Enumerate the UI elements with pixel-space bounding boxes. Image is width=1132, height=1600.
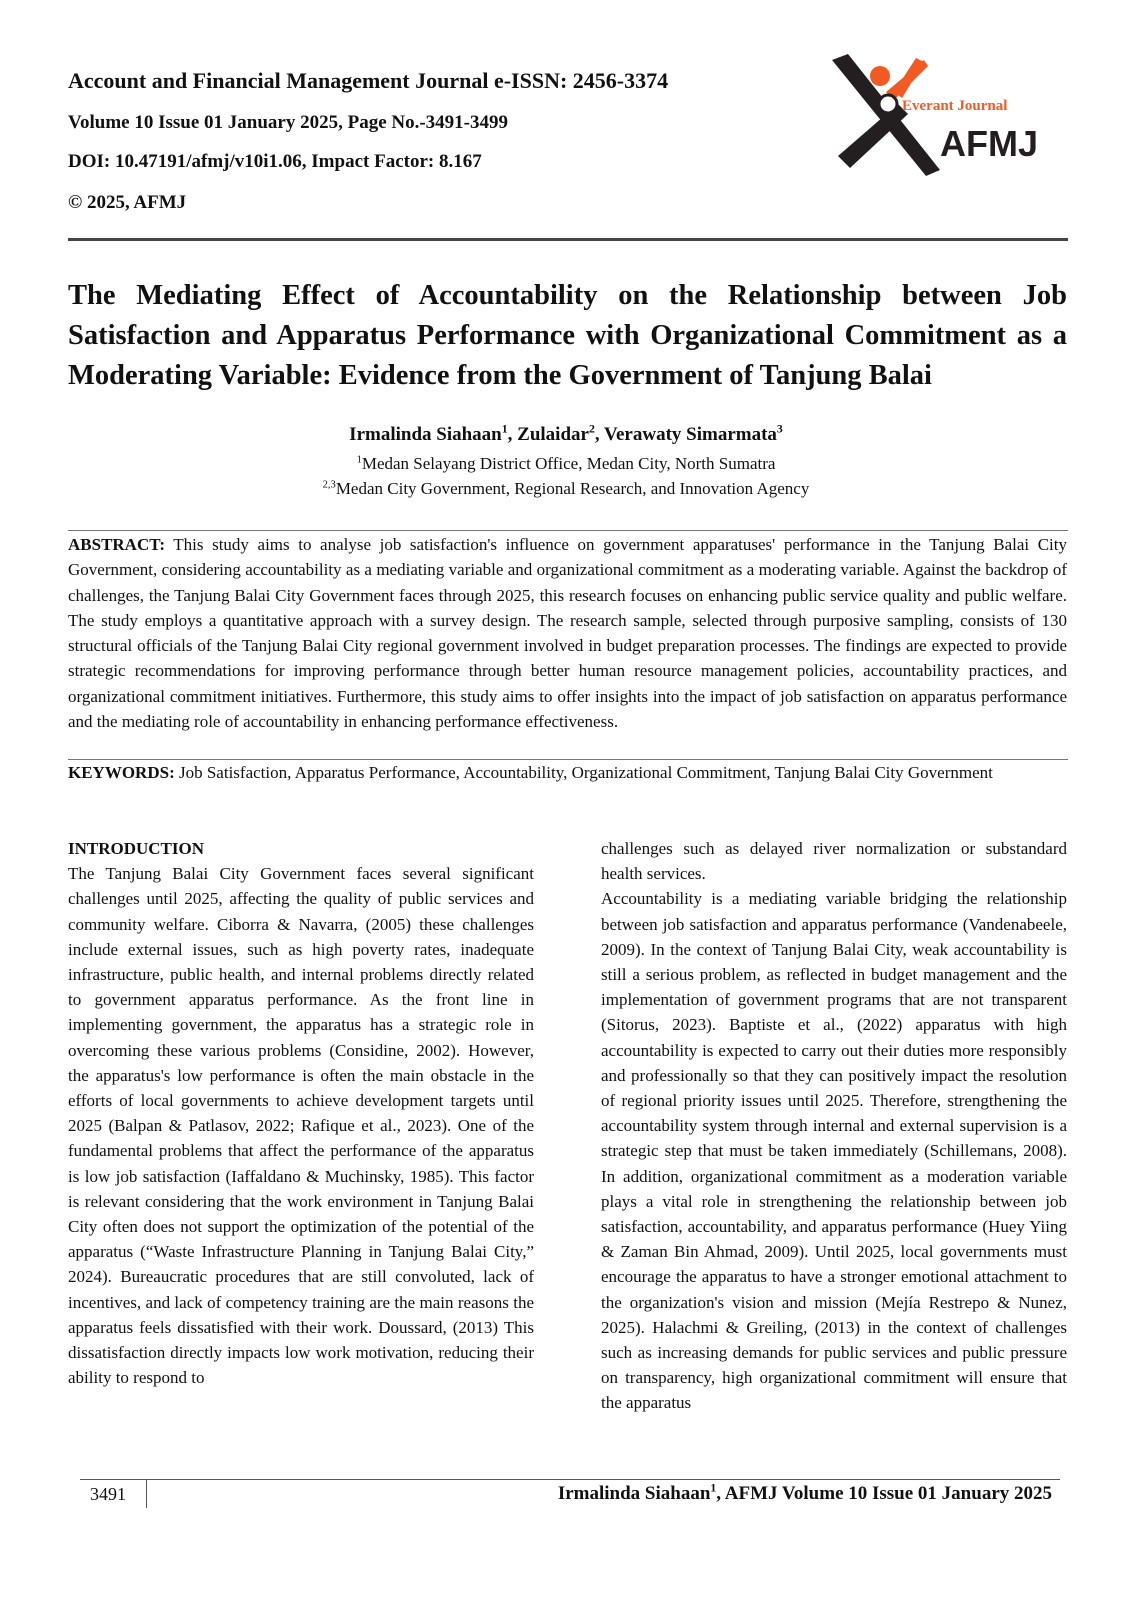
author-name: Zulaidar: [517, 424, 589, 445]
keywords-text: Job Satisfaction, Apparatus Performance, Accountability, Organizational Commitment, Tanjung Balai City Government: [174, 763, 993, 782]
affiliation-sup: 1: [356, 454, 362, 466]
section-heading: INTRODUCTION: [68, 839, 205, 858]
author-sup: 1: [501, 422, 508, 436]
author-sup: 2: [588, 422, 595, 436]
journal-title: Account and Financial Management Journal e-ISSN: 2456-3374: [68, 68, 669, 93]
journal-logo: [828, 52, 1060, 192]
logo-x-mark-icon: [832, 54, 940, 176]
footer-citation: [558, 1483, 1052, 1505]
keywords-label: KEYWORDS:: [68, 763, 175, 782]
abstract-rule-top: [68, 530, 1068, 531]
body-column-left: [68, 836, 534, 1390]
paper-title: The Mediating Effect of Accountability on the Relationship between Job Satisfaction and Apparatus Performance with Organizational Commitment as a Moderating Variable: Evidence from the Government of Tanjung Balai: [68, 280, 1067, 391]
affiliation-text: Medan Selayang District Office, Medan City, North Sumatra: [361, 454, 776, 473]
author-name: Verawaty Simarmata: [604, 424, 777, 445]
affiliation: [0, 479, 1132, 499]
logo-abbr: AFMJ: [940, 123, 1038, 164]
footer-author: Irmalinda Siahaan: [557, 1483, 711, 1504]
body-paragraph: challenges such as delayed river normalization or substandard health services.: [601, 839, 1067, 884]
affiliation-sup: 2,3: [322, 479, 336, 491]
author-list: [0, 424, 1132, 446]
author-name: Irmalinda Siahaan: [349, 424, 502, 445]
abstract-text: This study aims to analyse job satisfaction's influence on government apparatuses' performance in the Tanjung Balai City Government, considering accountability as a mediating variable and organizational commitment as a moderating variable. Against the backdrop of challenges, the Tanjung Balai City Government faces through 2025, this research focuses on enhancing public service quality and public welfare. The study employs a quantitative approach with a survey design. The research sample, selected through purposive sampling, consists of 130 structural officials of the Tanjung Balai City regional government involved in budget preparation processes. The findings are expected to provide strategic recommendations for improving performance through better human resource management policies, accountability practices, and organizational commitment initiatives. Furthermore, this study aims to offer insights into the impact of job satisfaction on apparatus performance and the mediating role of accountability in enhancing performance effectiveness.: [68, 535, 1067, 732]
abstract-label: ABSTRACT:: [68, 535, 165, 554]
affiliation-text: Medan City Government, Regional Research, and Innovation Agency: [335, 479, 810, 498]
body-paragraph: Accountability is a mediating variable bridging the relationship between job satisfaction and apparatus performance (Vandenabeele, 2009). In the context of Tanjung Balai City, weak accountability is still a serious problem, as reflected in budget management and the implementation of government programs that are not transparent (Sitorus, 2023). Baptiste et al., (2022) apparatus with high accountability is expected to carry out their duties more responsibly and professionally so that they can positively impact the resolution of regional priority issues until 2025. Therefore, strengthening the accountability system through internal and external supervision is a strategic step that must be taken immediately (Schillemans, 2008). In addition, organizational commitment as a moderation variable plays a vital role in strengthening the relationship between job satisfaction, accountability, and apparatus performance (Huey Yiing & Zaman Bin Ahmad, 2009). Until 2025, local governments must encourage the apparatus to have a stronger emotional attachment to the organization's vision and mission (Mejía Restrepo & Nunez, 2025). Halachmi & Greiling, (2013) in the context of challenges such as increasing demands for public services and public pressure on transparency, high organizational commitment will ensure that the apparatus: [601, 889, 1067, 1413]
author-sup: 3: [776, 422, 783, 436]
keywords: [68, 760, 1067, 785]
footer-divider: [146, 1480, 147, 1508]
abstract: [68, 532, 1067, 734]
page-number: 3491: [90, 1484, 126, 1504]
footer-author-sup: 1: [710, 1481, 717, 1495]
logo-brand-text: Everant Journal: [902, 98, 1008, 114]
author-separator: ,: [507, 424, 518, 445]
footer-citation-text: , AFMJ Volume 10 Issue 01 January 2025: [716, 1483, 1052, 1504]
doi-info: DOI: 10.47191/afmj/v10i1.06, Impact Factor: 8.167: [68, 151, 482, 172]
copyright: © 2025, AFMJ: [68, 192, 187, 213]
header-rule: [68, 238, 1068, 241]
affiliation: [0, 454, 1132, 474]
volume-info: Volume 10 Issue 01 January 2025, Page No.-3491-3499: [68, 112, 508, 133]
author-separator: ,: [594, 424, 605, 445]
body-column-right: [601, 836, 1067, 1416]
footer-rule: [80, 1479, 1060, 1480]
body-paragraph: The Tanjung Balai City Government faces several significant challenges until 2025, affecting the quality of public services and community welfare. Ciborra & Navarra, (2005) these challenges include external issues, such as high poverty rates, inadequate infrastructure, public health, and internal problems directly related to government apparatus performance. As the front line in implementing government, the apparatus has a strategic role in overcoming these various problems (Considine, 2002). However, the apparatus's low performance is often the main obstacle in the efforts of local governments to achieve development targets until 2025 (Balpan & Patlasov, 2022; Rafique et al., 2023). One of the fundamental problems that affect the performance of the apparatus is low job satisfaction (Iaffaldano & Muchinsky, 1985). This factor is relevant considering that the work environment in Tanjung Balai City often does not support the optimization of the potential of the apparatus (“Waste Infrastructure Planning in Tanjung Balai City,” 2024). Bureaucratic procedures that are still convoluted, lack of incentives, and lack of competency training are the main reasons the apparatus feels dissatisfied with their work. Doussard, (2013) This dissatisfaction directly impacts low work motivation, reducing their ability to respond to: [68, 864, 534, 1388]
